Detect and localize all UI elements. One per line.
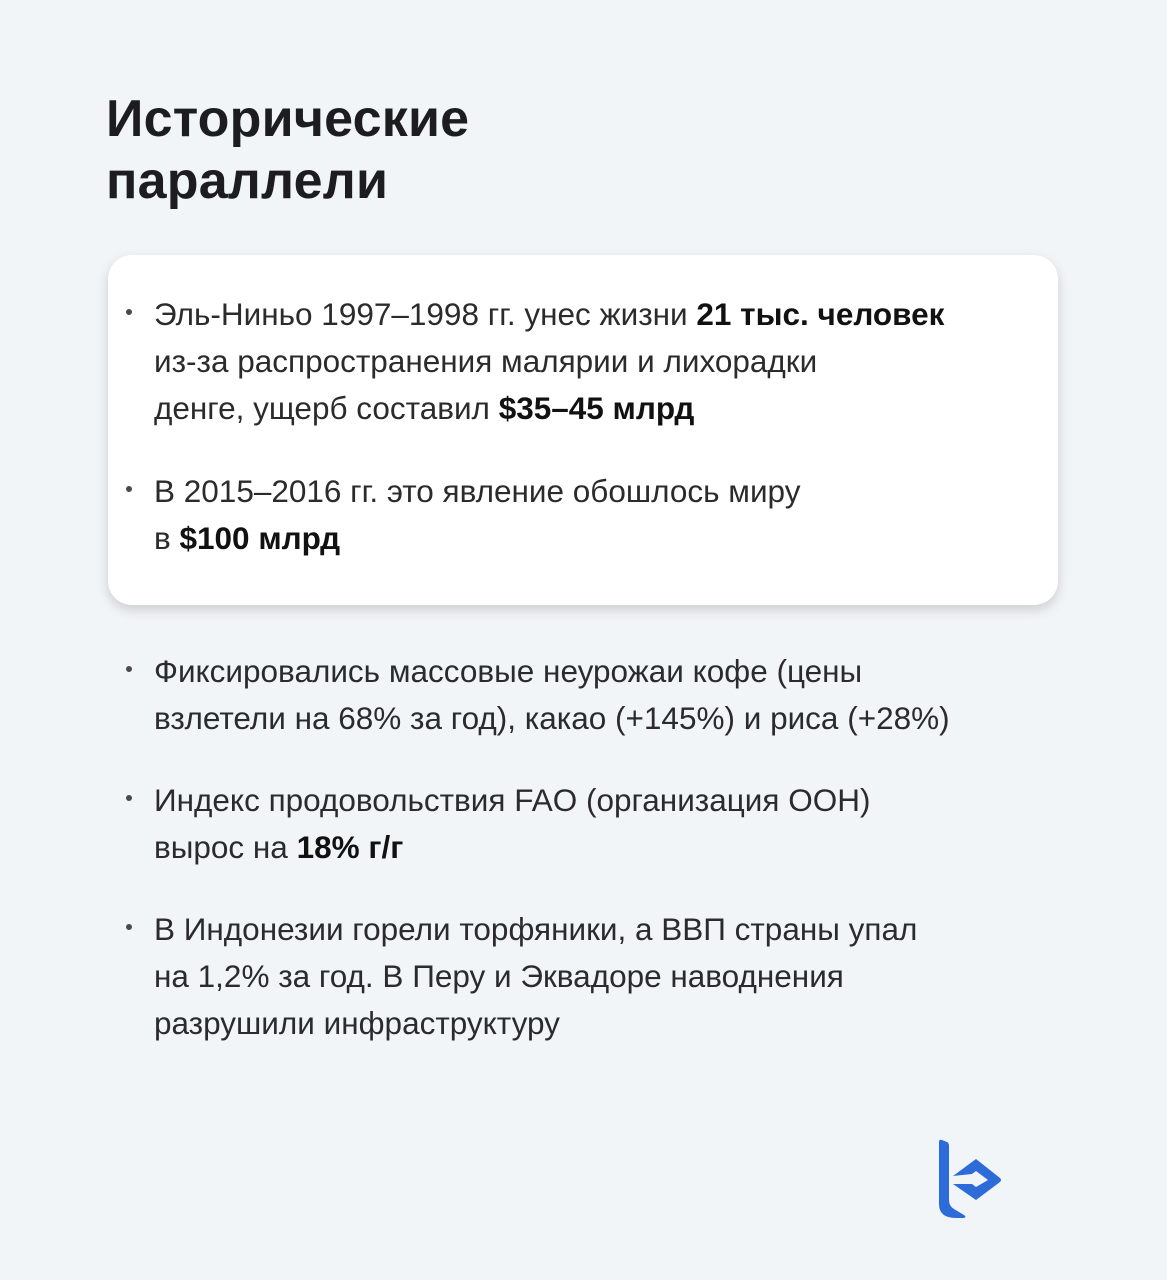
- item-text: денге, ущерб составил: [154, 390, 499, 426]
- item-text: В Индонезии горели торфяники, а ВВП страны упал: [154, 911, 918, 947]
- item-text: из-за распространения малярии и лихорадки: [154, 343, 818, 379]
- bullet-dot: [126, 924, 132, 930]
- list-item-indonesia-peru: [154, 906, 1054, 1047]
- bullet-dot: [126, 666, 132, 672]
- list-item-crop-failures: [154, 648, 1054, 742]
- item-text: разрушили инфраструктуру: [154, 1005, 560, 1041]
- item-text: на 1,2% за год. В Перу и Эквадоре наводнения: [154, 958, 844, 994]
- logo-chevron: [953, 1159, 1001, 1200]
- item-text: В 2015–2016 гг. это явление обошлось миру: [154, 473, 801, 509]
- item-highlight: $35–45 млрд: [498, 390, 695, 426]
- item-text: Фиксировались массовые неурожаи кофе (цены: [154, 653, 863, 689]
- list-item-el-nino-1997: [154, 291, 1054, 432]
- item-text: вырос на: [154, 829, 297, 865]
- title-line-2: параллели: [106, 152, 389, 210]
- page-title: [106, 88, 706, 212]
- list-item-el-nino-2015: [154, 468, 1054, 562]
- brand-k-logo-icon: [936, 1138, 1002, 1218]
- item-text: Эль-Ниньо 1997–1998 гг. унес жизни: [154, 296, 697, 332]
- item-text: взлетели на 68% за год), какао (+145%) и риса (+28%): [154, 700, 950, 736]
- item-text: в: [154, 520, 180, 556]
- bullet-dot: [126, 309, 132, 315]
- logo-stem: [939, 1140, 966, 1218]
- list-item-fao-index: [154, 777, 1054, 871]
- bullet-dot: [126, 486, 132, 492]
- item-highlight: 21 тыс. человек: [696, 296, 945, 332]
- item-text: Индекс продовольствия FAO (организация ООН): [154, 782, 871, 818]
- item-highlight: 18% г/г: [296, 829, 404, 865]
- item-highlight: $100 млрд: [179, 520, 341, 556]
- bullet-dot: [126, 795, 132, 801]
- title-line-1: Исторические: [106, 90, 470, 148]
